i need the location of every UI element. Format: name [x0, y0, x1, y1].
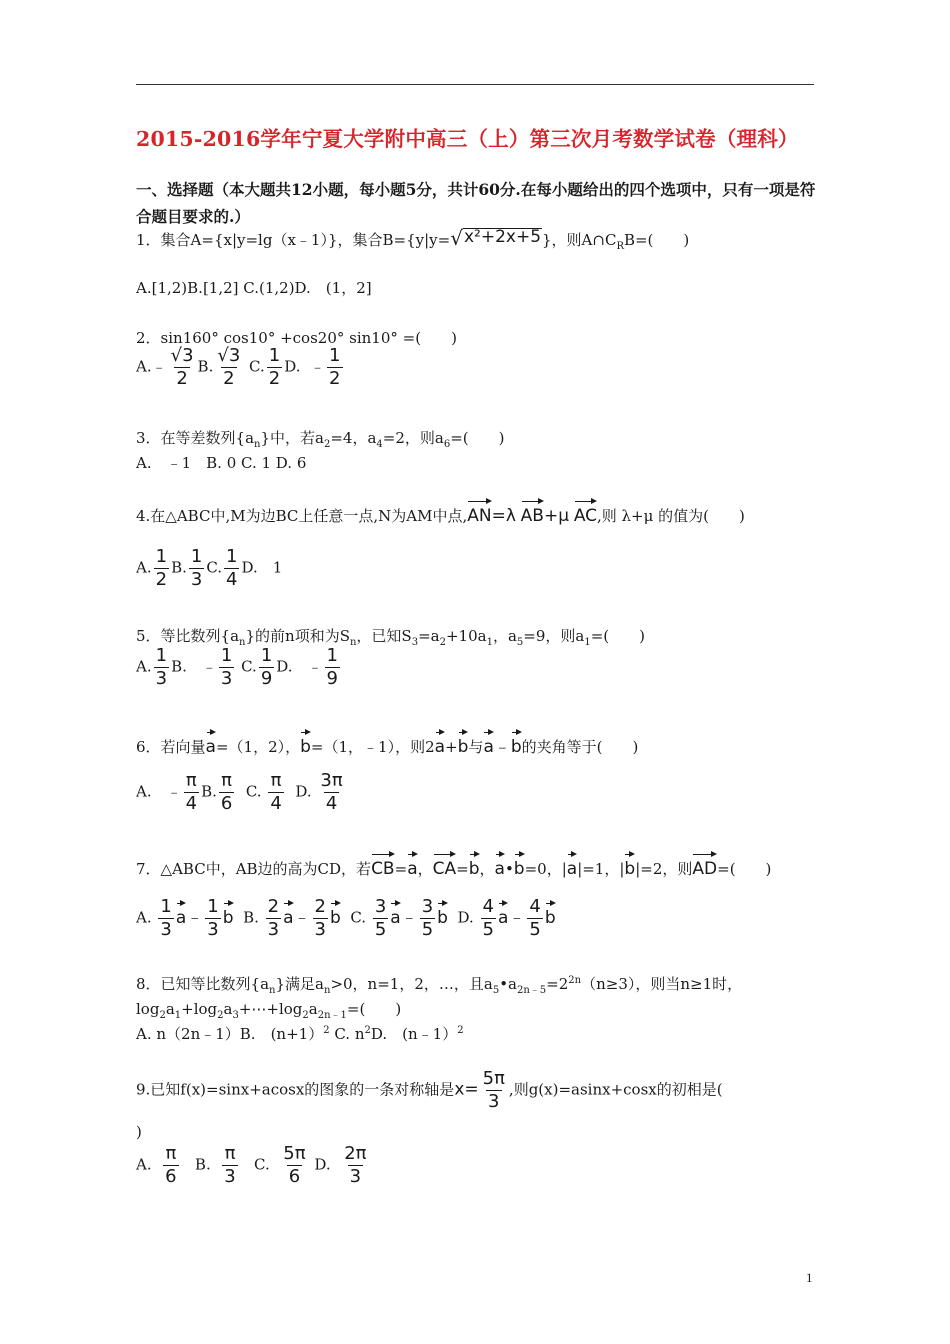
option-a-fraction: $\frac{√3}{2}$: [170, 345, 194, 389]
vector-b: b: [545, 901, 556, 928]
vector-a: a: [390, 901, 400, 928]
option-a-coef-1: $\frac{1}{3}$: [160, 896, 172, 940]
option-c-fraction: $\frac{\pi}{4}$: [270, 770, 282, 814]
question-7-options: A. $\frac{1}{3}$ a﹣ $\frac{1}{3}$ b B. $\frac{2}{3}$ a﹣ $\frac{2}{3}$ b C. $\frac{3}{5}$ a﹣ $\frac{3}{5}$ b D. $\frac{4}{5}$ a﹣ $\frac{4}{5}$ b: [136, 896, 556, 940]
option-c-fraction: $\frac{1}{2}$: [268, 345, 281, 389]
question-8-options: A. n（2n﹣1）B. (n+1）$^2$ C. $n^2D$. (n﹣1）$^2$: [136, 1025, 464, 1043]
question-9-options: A. $\frac{\pi}{6}$ B. $\frac{\pi}{3}$ C. $\frac{5\pi}{6}$ D. $\frac{2\pi}{3}$: [136, 1143, 367, 1187]
vector-a: a: [283, 901, 293, 928]
question-3: 3．在等差数列$\{a_n\}$中，若$a_2=4$，$a_4=2$，则$a_6=$( ): [136, 429, 505, 450]
vector-b: b: [330, 901, 341, 928]
question-4: 4.在△ABC中,M为边BC上任意一点,N为AM中点,AN=λ AB+μ AC,则 λ+μ 的值为( ): [136, 499, 745, 526]
question-5-options: A. $\frac{1}{3}$ B. ﹣ $\frac{1}{3}$ C. $\frac{1}{9}$ D. ﹣ $\frac{1}{9}$: [136, 645, 338, 689]
vector-a: a: [495, 852, 505, 879]
vector-b: b: [300, 730, 311, 757]
question-9-continued: ): [136, 1123, 142, 1141]
question-7: 7．△ABC中，AB边的高为CD，若CB=a，CA=b，a•b=0，|a|=1，|b|=2，则AD=( ): [136, 852, 771, 879]
question-9: 9.已知f(x)=sinx+acosx的图象的一条对称轴是x= $\frac{5\pi}{3}$ ,则g(x)=asinx+cosx的初相是(: [136, 1068, 723, 1112]
question-8-line-2: $\log_2a_1+\log_2a_3+\cdots+\log_2a_{2n﹣1}=$( ): [136, 1000, 402, 1021]
option-d-fraction: $\frac{1}{9}$: [326, 645, 338, 689]
option-c-coef-1: $\frac{3}{5}$: [374, 896, 387, 940]
question-4-options: A. $\frac{1}{2}$ B. $\frac{1}{3}$ C. $\frac{1}{4}$ D. 1: [136, 546, 283, 590]
vector-ca: CA: [433, 852, 457, 879]
document-title: 2015-2016学年宁夏大学附中高三（上）第三次月考数学试卷（理科）: [136, 127, 799, 151]
question-6: 6．若向量a=（1，2），b=（1，﹣1），则2a+b与a﹣b的夹角等于( ): [136, 730, 638, 757]
vector-b: b: [514, 852, 525, 879]
option-b-coef-2: $\frac{2}{3}$: [314, 896, 326, 940]
vector-ad: AD: [692, 852, 717, 879]
vector-b: b: [511, 730, 522, 757]
sqrt-expression: √ x²+2x+5: [450, 226, 542, 250]
option-a-fraction: $\frac{\pi}{4}$: [185, 770, 198, 814]
vector-a: a: [498, 901, 508, 928]
vector-an: AN: [467, 499, 491, 526]
option-b-coef-1: $\frac{2}{3}$: [267, 896, 280, 940]
vector-a: a: [206, 730, 216, 757]
header-rule: [136, 84, 814, 85]
vector-b: b: [223, 901, 234, 928]
question-2: 2．sin160° cos10° +cos20° sin10° =( ): [136, 329, 457, 347]
option-c-fraction: $\frac{1}{9}$: [260, 645, 273, 689]
vector-ac: AC: [574, 499, 597, 526]
vector-a: a: [483, 730, 493, 757]
question-1-options: A.[1,2)B.[1,2] C.(1,2)D. (1，2]: [136, 279, 372, 297]
option-b-fraction: $\frac{1}{3}$: [220, 645, 233, 689]
option-a-fraction: $\frac{1}{2}$: [155, 546, 168, 590]
vector-cb: CB: [371, 852, 395, 879]
option-b-fraction: $\frac{√3}{2}$: [217, 345, 241, 389]
option-b-fraction: $\frac{\pi}{3}$: [224, 1143, 236, 1187]
option-d-fraction: $\frac{3\pi}{4}$: [320, 770, 343, 814]
option-d-fraction: $\frac{2\pi}{3}$: [344, 1143, 367, 1187]
option-d-coef-2: $\frac{4}{5}$: [529, 896, 541, 940]
option-b-fraction: $\frac{\pi}{6}$: [220, 770, 233, 814]
question-1: 1．集合A={x|y=lg（x﹣1）}，集合B={y|y= √ x²+2x+5 }，则$A\cap C_RB=$( ): [136, 226, 690, 252]
option-a-coef-2: $\frac{1}{3}$: [207, 896, 219, 940]
vector-a: a: [407, 852, 417, 879]
vector-b: b: [458, 730, 469, 757]
option-a-fraction: $\frac{1}{3}$: [155, 645, 168, 689]
question-5: 5．等比数列$\{a_n\}$的前n项和为$S_n$，已知$S_3=a_2+10a_1$，$a_5=9$，则$a_1=$( ): [136, 627, 645, 648]
vector-b: b: [624, 852, 635, 879]
vector-a: a: [567, 852, 577, 879]
question-3-options: A. ﹣1 B. 0 C. 1 D. 6: [136, 454, 307, 472]
axis-fraction: $\frac{5\pi}{3}$: [482, 1068, 505, 1112]
vector-ab: AB: [521, 499, 544, 526]
option-a-fraction: $\frac{\pi}{6}$: [165, 1143, 177, 1187]
option-d-coef-1: $\frac{4}{5}$: [482, 896, 494, 940]
vector-b: b: [469, 852, 480, 879]
vector-a: a: [435, 730, 445, 757]
question-8: 8．已知等比数列$\{a_n\}$满足$a_n>0$，n=1，2，…，且$a_5•a_{2n﹣5}=2^{2n}(n\ge 3)$，则当n≥1时，: [136, 975, 743, 996]
option-d-fraction: $\frac{1}{2}$: [329, 345, 341, 389]
option-b-fraction: $\frac{1}{3}$: [190, 546, 203, 590]
section-header: 一、选择题（本大题共12小题，每小题5分，共计60分.在每小题给出的四个选项中，只有一项是符合题目要求的.）: [136, 180, 816, 226]
vector-b: b: [437, 901, 448, 928]
option-c-coef-2: $\frac{3}{5}$: [421, 896, 434, 940]
vector-a: a: [176, 901, 186, 928]
question-6-options: A. ﹣ $\frac{\pi}{4}$ B. $\frac{\pi}{6}$ C. $\frac{\pi}{4}$ D. $\frac{3\pi}{4}$: [136, 770, 343, 814]
page-number: 1: [806, 1270, 813, 1285]
option-c-fraction: $\frac{1}{4}$: [226, 546, 238, 590]
question-2-options: A.﹣ $\frac{√3}{2}$ B. $\frac{√3}{2}$ C. $\frac{1}{2}$ D. ﹣ $\frac{1}{2}$: [136, 345, 341, 389]
option-c-fraction: $\frac{5\pi}{6}$: [283, 1143, 306, 1187]
